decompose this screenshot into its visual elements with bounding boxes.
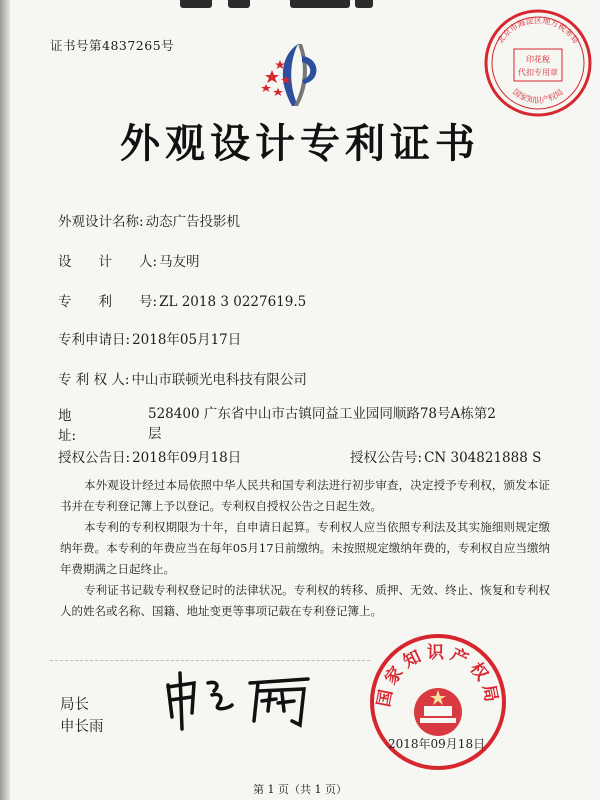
director-label: 局长: [60, 697, 89, 713]
row-design-name: [58, 210, 240, 230]
patentee-label: 专 利 权 人:: [58, 372, 130, 388]
designer-value: 马友明: [159, 254, 200, 270]
page-number: 第 1 页（共 1 页）: [253, 783, 347, 796]
row-patent-no: [58, 290, 306, 310]
body-paragraph-3: 专利证书记载专利权登记时的法律状况。专利权的转移、质押、无效、终止、恢复和专利权人的姓名或名称、国籍、地址变更等事项记载在专利登记簿上。: [60, 583, 550, 618]
row-announce-no: [350, 446, 541, 466]
row-designer: [58, 250, 200, 270]
address-label: 地 址:: [58, 408, 126, 444]
row-filing-date: [58, 328, 241, 348]
patentee-value: 中山市联顿光电科技有限公司: [131, 372, 307, 388]
row-announce-date: [58, 446, 241, 466]
address-value: 528400 广东省中山市古镇同益工业园同顺路78号A栋第2层: [148, 406, 496, 442]
patent-no-label: 专 利 号:: [58, 294, 158, 310]
issue-date: 2018年09月18日: [388, 737, 486, 751]
announce-no-label: 授权公告号:: [350, 450, 423, 466]
certificate-body: [60, 475, 550, 622]
design-name-label: 外观设计名称:: [58, 214, 144, 230]
filing-date-value: 2018年05月17日: [132, 332, 242, 348]
certificate-number: 证书号第4837265号: [50, 38, 175, 53]
patent-office-logo-icon: [258, 36, 338, 116]
filing-date-label: 专利申请日:: [58, 332, 131, 348]
stamp-mid-text-1: 印花税: [526, 55, 550, 64]
director-name: 申长雨: [60, 719, 104, 735]
patent-no-value: ZL 2018 3 0227619.5: [159, 294, 307, 310]
row-patentee: [58, 368, 307, 388]
body-paragraph-1: 本外观设计经过本局依照中华人民共和国专利法进行初步审查，决定授予专利权，颁发本证书并在专利登记簿上予以登记。专利权自授权公告之日起生效。: [60, 478, 550, 513]
body-paragraph-2: 本专利的专利权期限为十年，自申请日起算。专利权人应当依照专利法及其实施细则规定缴纳年费。本专利的年费应当在每年05月17日前缴纳。未按照规定缴纳年费的，专利权自应当缴纳年费期满之日起终止。: [60, 520, 550, 576]
tax-stamp-seal: [480, 5, 595, 120]
designer-label: 设 计 人:: [58, 254, 158, 270]
svg-text:国家知识产权局: [511, 87, 565, 104]
stamp-top-text: 北京市海淀区地方税务局: [495, 15, 581, 46]
stamp-mid-text-2: 代扣专用章: [518, 68, 558, 77]
design-name-value: 动态广告投影机: [145, 214, 241, 230]
divider: [50, 660, 370, 661]
certificate-title: 外观设计专利证书: [120, 120, 480, 167]
announce-no-value: CN 304821888 S: [424, 450, 542, 466]
stamp-bottom-text: 国家知识产权局: [511, 87, 565, 105]
office-seal-text: 国家知识产权局: [374, 643, 502, 709]
announce-date-label: 授权公告日:: [58, 450, 131, 466]
announce-date-value: 2018年09月18日: [132, 450, 242, 466]
top-decoration: [150, 0, 390, 10]
director-signature: [158, 665, 323, 735]
